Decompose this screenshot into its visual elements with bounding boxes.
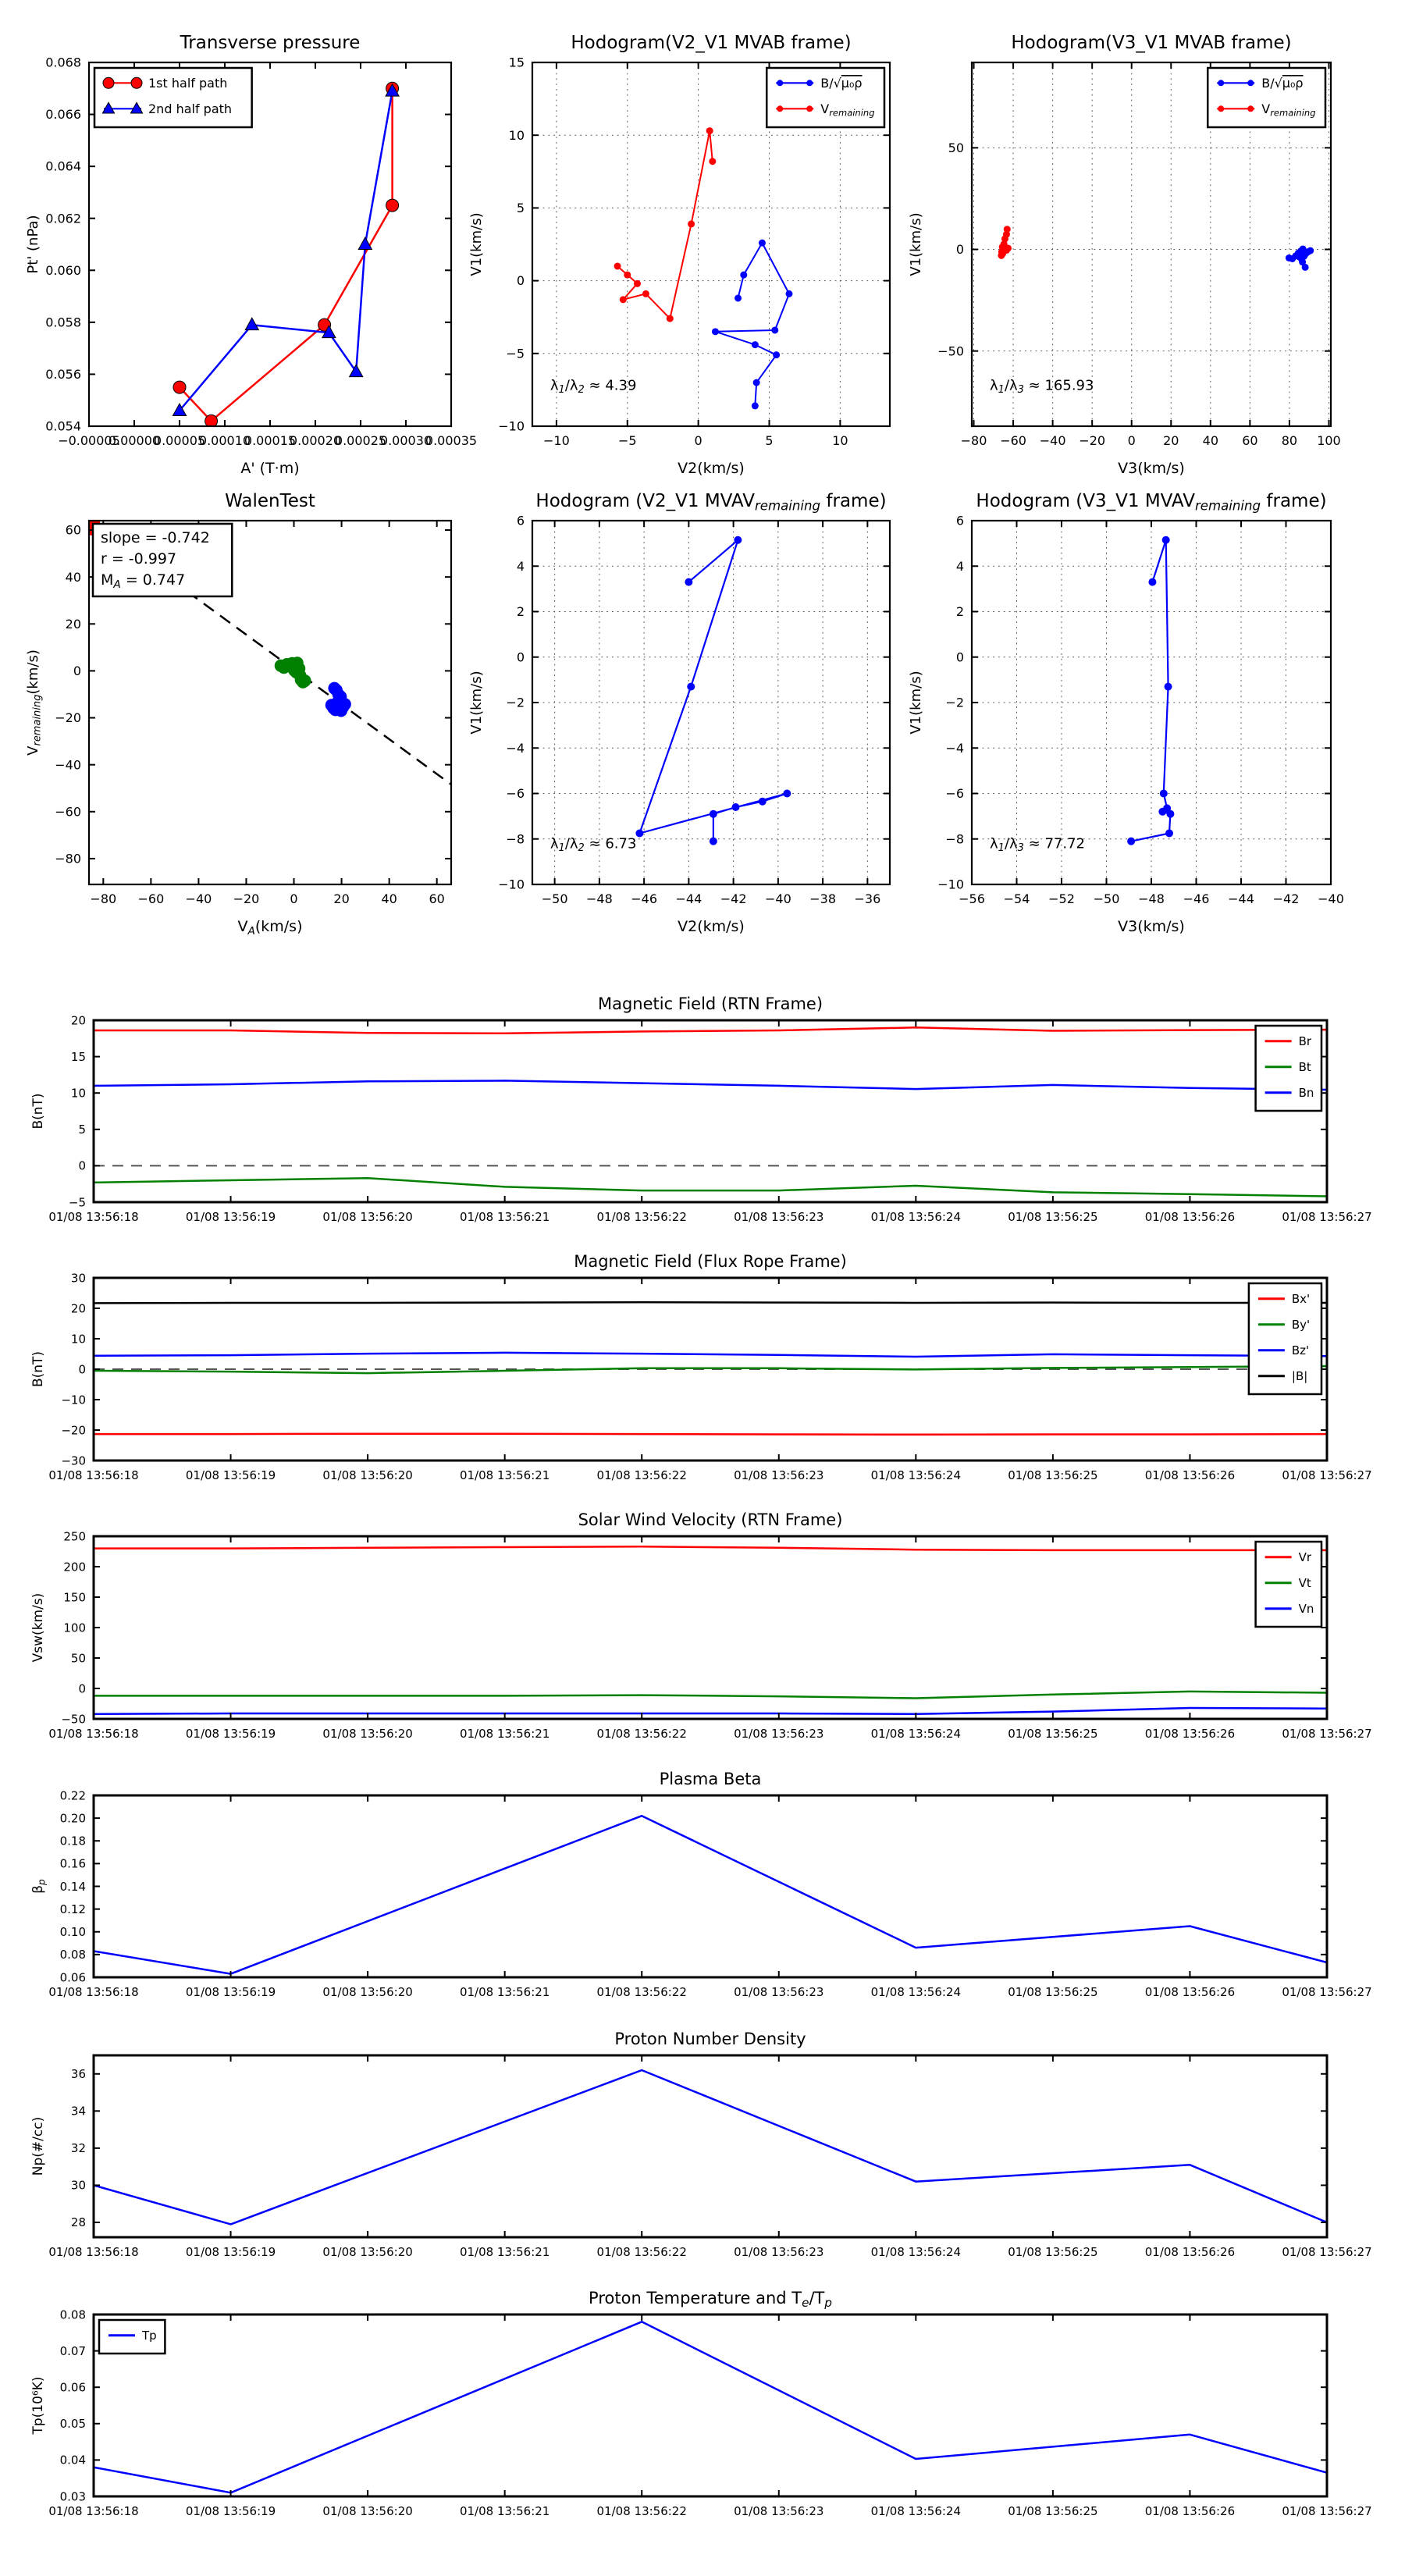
stats-line: r = -0.997 [101,550,177,568]
x-tick-label: −10 [543,433,570,448]
legend-item-label: B/√μ₀ρ [1261,76,1304,91]
x-tick-label: −40 [764,891,791,906]
y-tick-label: −5 [506,346,525,361]
plot-title: Solar Wind Velocity (RTN Frame) [578,1510,843,1529]
x-tick-label: 01/08 13:56:26 [1144,2504,1236,2518]
x-tick-label: 01/08 13:56:24 [870,1468,962,1482]
annotation-text: $\lambda_1/\lambda_2 \approx 4.39$ [550,377,637,396]
y-axis-label: V1(km/s) [908,671,924,735]
plot-title: Plasma Beta [659,1770,762,1788]
x-tick-label: 40 [381,891,397,906]
x-tick-label: 01/08 13:56:18 [48,1727,139,1741]
x-tick-label: 01/08 13:56:21 [459,2245,550,2259]
x-tick-label: 01/08 13:56:27 [1282,1210,1372,1224]
legend-item-label: 1st half path [148,76,228,91]
x-tick-label: 01/08 13:56:20 [322,2245,413,2259]
y-tick-label: 0.12 [59,1902,86,1916]
y-axis-label: V1(km/s) [908,212,924,276]
x-tick-label: 20 [1163,433,1179,448]
y-tick-label: 0.058 [45,315,81,330]
x-tick-label: 01/08 13:56:23 [734,1210,824,1224]
y-tick-label: 0.064 [45,158,81,174]
y-tick-label: 0.05 [59,2417,86,2432]
x-tick-label: 01/08 13:56:18 [48,2245,139,2259]
y-tick-label: 60 [65,522,81,538]
legend-item-label: |B| [1291,1369,1308,1384]
legend-item-label: B/√μ₀ρ [820,76,863,91]
x-tick-label: −54 [1003,891,1030,906]
y-tick-label: −5 [68,1195,86,1210]
x-tick-label: 01/08 13:56:18 [48,1985,139,1999]
y-tick-label: −8 [945,831,964,847]
plot-title: Hodogram (V2_V1 $MVAV_{remaining}$ frame) [535,491,887,514]
x-tick-label: 100 [1317,433,1341,448]
x-tick-label: 40 [1202,433,1219,448]
y-tick-label: 20 [65,616,81,632]
y-tick-label: 0 [73,664,81,679]
y-tick-label: 0.056 [45,367,81,382]
x-tick-label: −40 [1039,433,1066,448]
x-tick-label: 01/08 13:56:18 [48,1468,139,1482]
x-tick-label: 0.00000 [108,433,161,448]
y-tick-label: 0 [955,242,964,258]
x-tick-label: 01/08 13:56:25 [1008,2504,1098,2518]
y-axis-label: V1(km/s) [468,212,485,276]
x-tick-label: 01/08 13:56:22 [596,1985,687,1999]
x-tick-label: 01/08 13:56:21 [459,1468,550,1482]
y-tick-label: −2 [945,695,964,710]
x-tick-label: 0.00030 [379,433,432,448]
y-tick-label: 50 [70,1651,86,1666]
x-tick-label: 01/08 13:56:24 [870,1985,962,1999]
plot-title: WalenTest [225,491,315,511]
x-tick-label: 01/08 13:56:25 [1008,1210,1098,1224]
y-tick-label: 36 [70,2067,86,2082]
x-tick-label: −42 [720,891,747,906]
y-tick-label: 2 [955,604,964,620]
x-axis-label: A' (T·m) [240,460,300,477]
x-tick-label: 01/08 13:56:27 [1282,1985,1372,1999]
x-tick-label: −44 [1228,891,1254,906]
x-tick-label: 0.00025 [334,433,387,448]
x-tick-label: 01/08 13:56:19 [185,1468,276,1482]
x-tick-label: 0.00020 [289,433,342,448]
legend-item-label: 2nd half path [148,101,233,117]
y-tick-label: 0.18 [59,1834,86,1848]
x-tick-label: −60 [1000,433,1026,448]
x-tick-label: −0.00005 [58,433,120,448]
y-axis-label: Vsw(km/s) [30,1592,46,1663]
x-tick-label: −38 [809,891,837,906]
x-tick-label: 01/08 13:56:22 [596,1727,687,1741]
x-tick-label: 01/08 13:56:19 [185,1985,276,1999]
x-tick-label: −56 [959,891,985,906]
y-tick-label: 0 [78,1362,86,1377]
x-tick-label: −36 [854,891,881,906]
x-axis-label: V3(km/s) [1118,460,1185,477]
y-tick-label: 30 [70,2178,86,2193]
y-tick-label: −2 [506,695,525,710]
y-tick-label: −10 [498,877,525,892]
y-tick-label: 0.06 [59,2380,86,2395]
y-tick-label: 0.054 [45,418,81,434]
y-tick-label: 10 [70,1086,86,1101]
x-tick-label: −50 [541,891,568,906]
y-tick-label: −20 [61,1423,86,1438]
y-tick-label: 0 [78,1158,86,1173]
x-tick-label: −40 [1318,891,1344,906]
legend-item-label: By' [1291,1318,1311,1332]
y-tick-label: 15 [508,55,525,70]
legend [1208,68,1325,127]
x-tick-label: 01/08 13:56:22 [596,1468,687,1482]
legend [1249,1283,1321,1394]
x-tick-label: −80 [960,433,987,448]
y-tick-label: 34 [70,2104,86,2119]
x-tick-label: 01/08 13:56:19 [185,2504,276,2518]
x-tick-label: 01/08 13:56:27 [1282,2245,1372,2259]
y-tick-label: 10 [508,127,525,143]
stats-box [93,524,232,596]
y-tick-label: 200 [63,1560,86,1574]
y-tick-label: 10 [70,1332,86,1347]
legend-item-label: Tp [142,2329,157,2343]
y-tick-label: 0.04 [59,2453,86,2467]
y-tick-label: 0.16 [59,1856,86,1871]
x-tick-label: 01/08 13:56:26 [1144,1210,1236,1224]
y-axis-label: V1(km/s) [468,671,485,735]
y-tick-label: 0.068 [45,55,81,70]
x-tick-label: 01/08 13:56:21 [459,1727,550,1741]
plot-title: Hodogram(V3_V1 MVAB frame) [1011,33,1292,53]
legend [94,68,252,127]
stats-line: $M_A = 0.747$ [101,571,186,591]
x-tick-label: 01/08 13:56:27 [1282,2504,1372,2518]
y-tick-label: 0.07 [59,2343,86,2358]
y-tick-label: 0.22 [59,1788,86,1803]
x-tick-label: 01/08 13:56:20 [322,1727,413,1741]
plot-title: Hodogram (V3_V1 $MVAV_{remaining}$ frame) [976,491,1327,514]
y-tick-label: 0 [955,649,964,665]
x-tick-label: 01/08 13:56:20 [322,2504,413,2518]
x-tick-label: −20 [233,891,260,906]
x-tick-label: 01/08 13:56:26 [1144,1468,1236,1482]
legend [767,68,884,127]
y-axis-label: B(nT) [30,1350,46,1388]
legend-item-label: $V_{remaining}$ [820,101,875,119]
y-tick-label: 0 [516,273,525,289]
x-tick-label: 60 [429,891,445,906]
x-tick-label: 0.00010 [198,433,251,448]
x-tick-label: 01/08 13:56:24 [870,1210,962,1224]
y-tick-label: −10 [937,877,964,892]
x-tick-label: 01/08 13:56:22 [596,2245,687,2259]
y-tick-label: −30 [61,1453,86,1468]
annotation-text: $\lambda_1/\lambda_2 \approx 6.73$ [550,835,637,854]
y-tick-label: 2 [516,604,525,620]
y-tick-label: −40 [55,757,81,773]
series-bx- [94,1434,1327,1435]
series--b- [94,1302,1327,1303]
y-tick-label: 4 [955,558,964,574]
x-axis-label: V3(km/s) [1118,918,1185,935]
y-tick-label: 20 [70,1013,86,1028]
x-tick-label: −80 [90,891,117,906]
x-tick-label: 01/08 13:56:21 [459,1985,550,1999]
legend-item-label: Vr [1298,1550,1312,1565]
y-axis-label: $\beta_p$ [30,1879,48,1894]
x-tick-label: 0.00035 [425,433,478,448]
x-tick-label: 01/08 13:56:24 [870,2245,962,2259]
y-tick-label: 250 [63,1529,86,1544]
plot-title: Magnetic Field (RTN Frame) [597,994,823,1013]
y-tick-label: 0.062 [45,211,81,226]
y-axis-label: $V_{remaining}(km/s)$ [25,649,44,756]
x-tick-label: 10 [832,433,848,448]
y-tick-label: −10 [61,1393,86,1407]
x-tick-label: 5 [765,433,774,448]
x-tick-label: 01/08 13:56:25 [1008,2245,1098,2259]
x-tick-label: 01/08 13:56:22 [596,2504,687,2518]
y-axis-label: Pt' (nPa) [25,215,41,274]
x-tick-label: −60 [137,891,165,906]
x-tick-label: 01/08 13:56:19 [185,1727,276,1741]
x-axis-label: $V_A(km/s)$ [237,918,303,938]
y-tick-label: 4 [516,558,525,574]
x-tick-label: 01/08 13:56:23 [734,1985,824,1999]
x-tick-label: 01/08 13:56:18 [48,1210,139,1224]
y-tick-label: 6 [955,513,964,528]
y-tick-label: 28 [70,2215,86,2230]
x-tick-label: 01/08 13:56:21 [459,2504,550,2518]
y-tick-label: 0.08 [59,2307,86,2322]
y-tick-label: 20 [70,1301,86,1316]
y-tick-label: 150 [63,1590,86,1605]
legend-item-label: Br [1298,1034,1312,1049]
y-tick-label: 0.14 [59,1879,86,1894]
x-tick-label: 0.00015 [244,433,297,448]
y-tick-label: −8 [506,831,525,847]
x-tick-label: 01/08 13:56:26 [1144,1727,1236,1741]
x-tick-label: 0.00005 [153,433,206,448]
x-tick-label: −5 [617,433,637,448]
x-tick-label: 01/08 13:56:25 [1008,1985,1098,1999]
x-tick-label: 80 [1281,433,1298,448]
plot-title: Hodogram(V2_V1 MVAB frame) [571,33,852,53]
y-tick-label: 6 [516,513,525,528]
y-tick-label: 40 [65,569,81,585]
x-axis-label: V2(km/s) [678,918,745,935]
x-tick-label: 01/08 13:56:26 [1144,2245,1236,2259]
y-tick-label: 0.060 [45,262,81,278]
x-tick-label: 01/08 13:56:23 [734,1468,824,1482]
y-tick-label: 30 [70,1271,86,1286]
x-tick-label: −46 [631,891,658,906]
stats-line: slope = -0.742 [101,529,210,547]
x-tick-label: 20 [333,891,350,906]
y-axis-label: Tp(10⁶K) [30,2376,46,2435]
x-tick-label: −20 [1079,433,1106,448]
y-tick-label: 50 [948,140,964,155]
y-tick-label: 0.03 [59,2489,86,2504]
y-tick-label: −6 [945,786,964,802]
legend [99,2320,165,2354]
y-tick-label: −50 [61,1712,86,1727]
y-tick-label: 5 [78,1123,86,1137]
y-tick-label: −20 [55,710,81,726]
x-tick-label: 01/08 13:56:27 [1282,1727,1372,1741]
x-tick-label: 01/08 13:56:19 [185,1210,276,1224]
y-tick-label: 0 [78,1681,86,1696]
x-tick-label: 01/08 13:56:18 [48,2504,139,2518]
legend-item-label: Vt [1298,1576,1311,1591]
x-tick-label: 01/08 13:56:21 [459,1210,550,1224]
legend-item-label: Bx' [1291,1292,1311,1307]
plot-title: Proton Temperature and $T_e/T_p$ [589,2289,832,2311]
x-tick-label: 01/08 13:56:20 [322,1210,413,1224]
x-tick-label: 01/08 13:56:25 [1008,1468,1098,1482]
y-axis-label: B(nT) [30,1093,46,1130]
x-tick-label: −44 [675,891,702,906]
x-tick-label: 01/08 13:56:20 [322,1468,413,1482]
x-tick-label: 0 [290,891,298,906]
x-tick-label: −48 [1138,891,1165,906]
x-tick-label: −52 [1048,891,1075,906]
y-tick-label: 5 [516,201,525,215]
legend-item-label: Bt [1298,1060,1311,1075]
x-tick-label: 01/08 13:56:20 [322,1985,413,1999]
annotation-text: $\lambda_1/\lambda_3 \approx 77.72$ [990,835,1085,854]
y-tick-label: 0 [516,649,525,665]
x-tick-label: 01/08 13:56:27 [1282,1468,1372,1482]
y-tick-label: −4 [945,740,964,756]
y-tick-label: −6 [506,786,525,802]
y-tick-label: 100 [63,1621,86,1635]
x-tick-label: 01/08 13:56:24 [870,2504,962,2518]
x-tick-label: 01/08 13:56:22 [596,1210,687,1224]
y-axis-label: Np(#/cc) [30,2116,46,2176]
x-tick-label: 01/08 13:56:23 [734,1727,824,1741]
x-tick-label: 0 [1127,433,1136,448]
y-tick-label: 0.08 [59,1948,86,1962]
y-tick-label: 0.066 [45,107,81,123]
legend-item-label: Vn [1298,1602,1314,1617]
y-tick-label: 0.10 [59,1925,86,1939]
y-tick-label: 15 [70,1049,86,1064]
x-tick-label: −48 [585,891,613,906]
legend-item-label: Bn [1298,1086,1314,1101]
y-tick-label: 32 [70,2141,86,2156]
x-tick-label: −40 [185,891,212,906]
y-tick-label: 0.06 [59,1970,86,1985]
annotation-text: $\lambda_1/\lambda_3 \approx 165.93$ [990,377,1094,396]
x-tick-label: 01/08 13:56:24 [870,1727,962,1741]
legend-item-label: Bz' [1291,1343,1310,1358]
x-tick-label: 01/08 13:56:19 [185,2245,276,2259]
x-axis-label: V2(km/s) [678,460,745,477]
y-tick-label: −60 [55,804,81,820]
x-tick-label: 01/08 13:56:26 [1144,1985,1236,1999]
y-tick-label: −4 [506,740,525,756]
y-tick-label: −10 [498,418,525,434]
plot-title: Transverse pressure [180,33,361,53]
plot-title: Magnetic Field (Flux Rope Frame) [574,1252,847,1271]
x-tick-label: 01/08 13:56:23 [734,2504,824,2518]
y-tick-label: −50 [937,343,964,359]
plot-title: Proton Number Density [614,2030,806,2048]
y-tick-label: −80 [55,851,81,866]
y-tick-label: 0.20 [59,1811,86,1826]
x-tick-label: −50 [1093,891,1120,906]
x-tick-label: −46 [1183,891,1210,906]
x-tick-label: −42 [1272,891,1300,906]
legend [1256,1026,1321,1111]
legend-item-label: $V_{remaining}$ [1261,101,1316,119]
x-tick-label: 01/08 13:56:23 [734,2245,824,2259]
x-tick-label: 60 [1242,433,1258,448]
x-tick-label: 0 [694,433,702,448]
x-tick-label: 01/08 13:56:25 [1008,1727,1098,1741]
legend [1256,1542,1321,1627]
